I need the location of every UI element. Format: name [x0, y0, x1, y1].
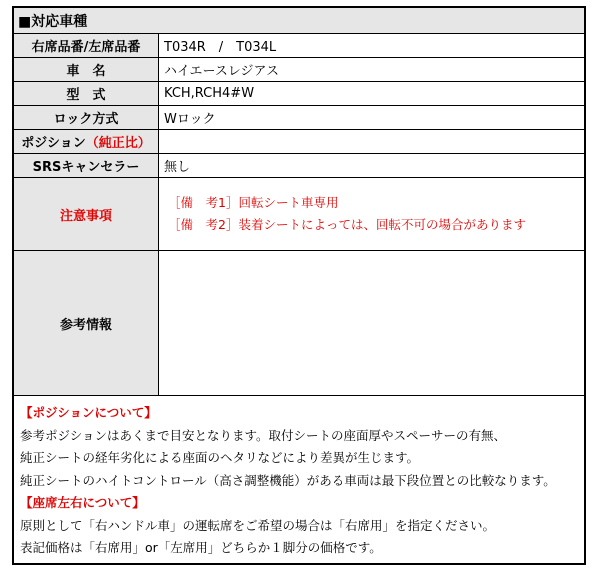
- srs-label: SRSキャンセラー: [14, 154, 159, 177]
- reference-label: 参考情報: [14, 251, 159, 395]
- caution-label: 注意事項: [14, 178, 159, 250]
- lock-type-label: ロック方式: [14, 106, 159, 129]
- position-label-main: ポジション: [21, 136, 86, 151]
- side-heading: 【座席左右について】: [20, 495, 145, 510]
- position-value: [164, 130, 580, 153]
- reference-value: [164, 251, 580, 395]
- part-number-label: 右席品番/左席品番: [14, 34, 159, 57]
- srs-row: [14, 154, 584, 178]
- position-line-2: 純正シートの経年劣化による座面のヘタリなどにより差異が生じます。: [20, 450, 420, 465]
- side-line-1: 原則として「右ハンドル車」の運転席をご希望の場合は「右席用」を指定ください。: [20, 517, 496, 533]
- section-title-row: [14, 8, 584, 34]
- srs-value: 無し: [164, 160, 191, 175]
- model-type-value: KCH,RCH4#W: [164, 86, 255, 101]
- part-number-row: [14, 34, 584, 58]
- position-row: [14, 130, 584, 154]
- compatibility-sheet: [12, 6, 586, 565]
- caution-note-1: ［備 考1］回転シート車専用: [168, 195, 339, 210]
- position-label-note: （純正比）: [85, 136, 151, 151]
- section-title: ■対応車種: [18, 14, 88, 30]
- lock-type-row: [14, 106, 584, 130]
- position-line-1: 参考ポジションはあくまで目安となります。取付シートの座面厚やスペーサーの有無、: [20, 427, 506, 443]
- model-name-value: ハイエースレジアス: [164, 64, 279, 79]
- caution-note-2: ［備 考2］装着シートによっては、回転不可の場合があります: [168, 217, 526, 232]
- position-line-3: 純正シートのハイトコントロール（高さ調整機能）がある車両は最下段位置との比較なります。: [20, 472, 556, 488]
- notes-section: [20, 402, 580, 560]
- caution-notes: [168, 192, 526, 236]
- lock-type-value: Wロック: [164, 112, 216, 127]
- part-number-value: T034R / T034L: [164, 40, 277, 55]
- reference-row: [14, 251, 584, 396]
- caution-row: [14, 178, 584, 251]
- model-type-row: [14, 82, 584, 106]
- position-heading: 【ポジションについて】: [20, 405, 157, 420]
- model-name-row: [14, 58, 584, 82]
- position-label: [14, 130, 159, 153]
- model-name-label: 車 名: [14, 58, 159, 81]
- model-type-label: 型 式: [14, 82, 159, 105]
- side-line-2: 表記価格は「右席用」or「左席用」どちらか１脚分の価格です。: [20, 540, 382, 555]
